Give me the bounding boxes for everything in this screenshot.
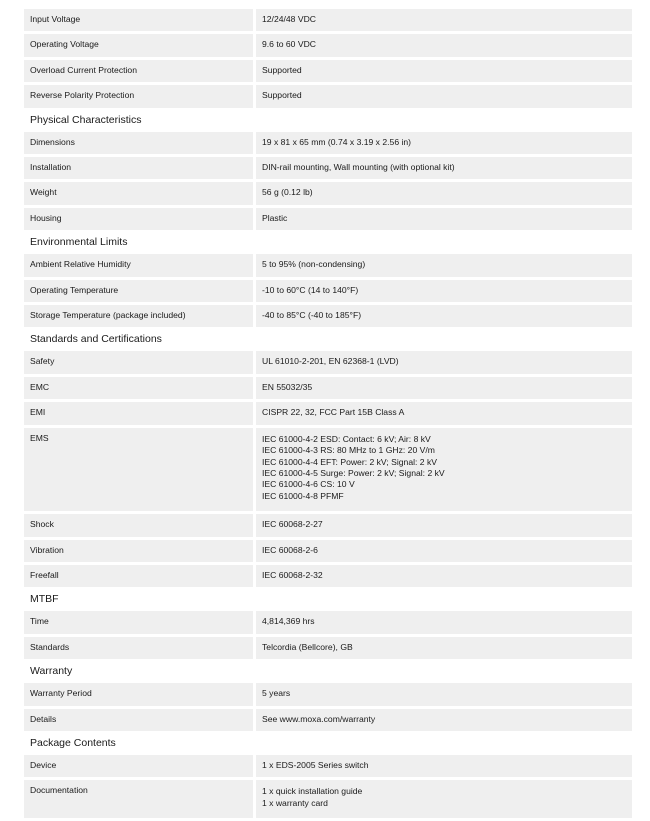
spec-value: 19 x 81 x 65 mm (0.74 x 3.19 x 2.56 in) <box>256 132 632 154</box>
spec-row-ems <box>24 428 632 511</box>
spec-value: 5 years <box>256 683 632 705</box>
spec-row-operating-voltage <box>24 34 632 56</box>
spec-row-safety <box>24 351 632 373</box>
spec-label: Documentation <box>24 780 253 818</box>
spec-value: Supported <box>256 85 632 107</box>
spec-value: Plastic <box>256 208 632 230</box>
spec-row-standards <box>24 637 632 659</box>
spec-value: See www.moxa.com/warranty <box>256 709 632 731</box>
spec-value: 56 g (0.12 lb) <box>256 182 632 204</box>
spec-value: CISPR 22, 32, FCC Part 15B Class A <box>256 402 632 424</box>
section-header-physical-characteristics: Physical Characteristics <box>30 113 142 126</box>
spec-label: EMS <box>24 428 253 511</box>
spec-row-time <box>24 611 632 633</box>
spec-value: -10 to 60°C (14 to 140°F) <box>256 280 632 302</box>
spec-value: IEC 61000-4-2 ESD: Contact: 6 kV; Air: 8 kV IEC 61000-4-3 RS: 80 MHz to 1 GHz: 20 V/m IEC 61000-4-4 EFT: Power: 2 kV; Signal: 2 kV IEC 61000-4-5 Surge: Power: 2 kV; Signal: 2 kV IEC 61000-4-6 CS: 10 V IEC 61000-4-8 PFMF <box>256 428 632 511</box>
spec-row-emi <box>24 402 632 424</box>
section-header-environmental-limits: Environmental Limits <box>30 236 128 249</box>
spec-value: IEC 60068-2-32 <box>256 565 632 587</box>
spec-value: UL 61010-2-201, EN 62368-1 (LVD) <box>256 351 632 373</box>
spec-label: Ambient Relative Humidity <box>24 254 253 276</box>
spec-value: 1 x EDS-2005 Series switch <box>256 755 632 777</box>
spec-value: 9.6 to 60 VDC <box>256 34 632 56</box>
spec-row-storage-temperature-package-included <box>24 305 632 327</box>
spec-label: Operating Voltage <box>24 34 253 56</box>
spec-label: Device <box>24 755 253 777</box>
spec-label: Time <box>24 611 253 633</box>
spec-label: Warranty Period <box>24 683 253 705</box>
spec-label: Reverse Polarity Protection <box>24 85 253 107</box>
spec-value: DIN-rail mounting, Wall mounting (with optional kit) <box>256 157 632 179</box>
spec-value: 1 x quick installation guide 1 x warranty card <box>256 780 632 818</box>
spec-row-freefall <box>24 565 632 587</box>
spec-value: -40 to 85°C (-40 to 185°F) <box>256 305 632 327</box>
spec-label: Details <box>24 709 253 731</box>
spec-row-details <box>24 709 632 731</box>
spec-row-input-voltage <box>24 9 632 31</box>
spec-label: Dimensions <box>24 132 253 154</box>
spec-row-emc <box>24 377 632 399</box>
section-header-warranty: Warranty <box>30 665 73 678</box>
spec-value: 4,814,369 hrs <box>256 611 632 633</box>
spec-value: EN 55032/35 <box>256 377 632 399</box>
spec-row-ambient-relative-humidity <box>24 254 632 276</box>
spec-value: Supported <box>256 60 632 82</box>
spec-label: Vibration <box>24 540 253 562</box>
spec-label: Installation <box>24 157 253 179</box>
spec-row-operating-temperature <box>24 280 632 302</box>
spec-label: Housing <box>24 208 253 230</box>
section-header-package-contents: Package Contents <box>30 736 116 749</box>
spec-value: Telcordia (Bellcore), GB <box>256 637 632 659</box>
spec-value: 12/24/48 VDC <box>256 9 632 31</box>
spec-label: Overload Current Protection <box>24 60 253 82</box>
section-header-mtbf: MTBF <box>30 593 59 606</box>
spec-label: Storage Temperature (package included) <box>24 305 253 327</box>
spec-value: IEC 60068-2-27 <box>256 514 632 536</box>
spec-label: Operating Temperature <box>24 280 253 302</box>
spec-row-housing <box>24 208 632 230</box>
spec-row-warranty-period <box>24 683 632 705</box>
spec-label: EMI <box>24 402 253 424</box>
spec-row-installation <box>24 157 632 179</box>
spec-value: IEC 60068-2-6 <box>256 540 632 562</box>
spec-row-vibration <box>24 540 632 562</box>
spec-label: Shock <box>24 514 253 536</box>
section-header-standards-and-certifications: Standards and Certifications <box>30 333 162 346</box>
spec-label: Weight <box>24 182 253 204</box>
specifications-table <box>24 9 632 821</box>
spec-row-device <box>24 755 632 777</box>
spec-value: 5 to 95% (non-condensing) <box>256 254 632 276</box>
spec-label: Standards <box>24 637 253 659</box>
spec-row-overload-current-protection <box>24 60 632 82</box>
spec-row-dimensions <box>24 132 632 154</box>
spec-label: EMC <box>24 377 253 399</box>
spec-label: Freefall <box>24 565 253 587</box>
spec-label: Input Voltage <box>24 9 253 31</box>
spec-row-weight <box>24 182 632 204</box>
spec-label: Safety <box>24 351 253 373</box>
spec-row-shock <box>24 514 632 536</box>
spec-row-reverse-polarity-protection <box>24 85 632 107</box>
